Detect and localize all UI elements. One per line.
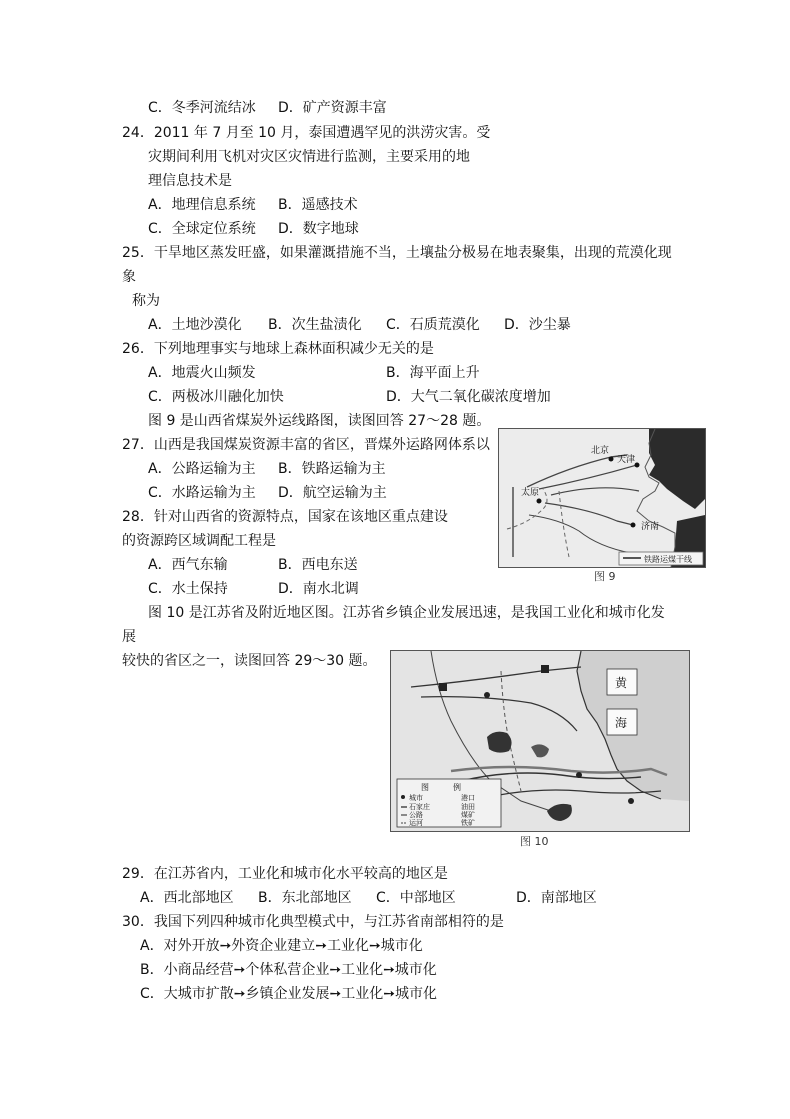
hongze-lake: [487, 732, 512, 753]
q24-stem-line1: 24．2011 年 7 月至 10 月，泰国遭遇罕见的洪涝灾害。受: [122, 125, 491, 141]
sea-label-huang: 黄: [615, 676, 628, 690]
q24-stem-line2: 灾期间利用飞机对灾区灾情进行监测，主要采用的地: [148, 149, 470, 165]
legend-rail-label: 铁路运煤干线: [644, 555, 692, 564]
q24-stem-line3: 理信息技术是: [148, 173, 232, 189]
railway-middle: [421, 697, 577, 731]
q24-option-c: C．全球定位系统: [148, 221, 256, 237]
rail-line-coast: [551, 488, 639, 495]
q28-option-b: B．西电东送: [278, 557, 358, 573]
legend-item-shijiazhuang: 石家庄: [409, 803, 430, 811]
bohai-sea: [649, 429, 705, 509]
q27-option-b: B．铁路运输为主: [278, 461, 386, 477]
q28-stem-line2: 的资源跨区域调配工程是: [122, 533, 276, 549]
city-marker-shanghai: [628, 798, 634, 804]
legend-item-oilfield: 油田: [461, 803, 475, 811]
q29-stem: 29．在江苏省内，工业化和城市化水平较高的地区是: [122, 866, 448, 882]
q25-stem-line1: 25．干旱地区蒸发旺盛，如果灌溉措施不当，土壤盐分极易在地表聚集，出现的荒漠化现: [122, 245, 672, 261]
q30-option-b: B．小商品经营➙个体私营企业➙工业化➙城市化: [140, 962, 437, 978]
label-taiyuan: 太原: [521, 488, 540, 498]
city-marker-suqian: [484, 692, 490, 698]
q30-stem: 30．我国下列四种城市化典型模式中，与江苏省南部相符的是: [122, 914, 504, 930]
city-marker-nantong: [576, 772, 582, 778]
q26-option-c: C．两极冰川融化加快: [148, 389, 284, 405]
city-marker-xuzhou: [439, 683, 447, 691]
city-marker-lianyungang: [541, 665, 549, 673]
legend-title-1: 图: [421, 783, 429, 792]
q27-option-d: D．航空运输为主: [278, 485, 387, 501]
q29-option-c: C．中部地区: [376, 890, 456, 906]
q25-option-b: B．次生盐渍化: [268, 317, 362, 333]
label-jinan: 济南: [641, 522, 660, 532]
legend-title-2: 例: [453, 783, 461, 792]
q29-option-d: D．南部地区: [516, 890, 597, 906]
tianjin-marker: [635, 463, 640, 468]
q26-option-d: D．大气二氧化碳浓度增加: [386, 389, 551, 405]
q27-stem: 27．山西是我国煤炭资源丰富的省区，晋煤外运路网体系以: [122, 437, 490, 453]
figure9-map: [498, 428, 706, 568]
q28-option-c: C．水土保持: [148, 581, 228, 597]
q29-option-a: A．西北部地区: [140, 890, 234, 906]
taihu-lake: [547, 804, 572, 821]
q23-option-c: C．冬季河流结冰: [148, 100, 256, 116]
label-beijing: 北京: [591, 446, 610, 456]
beijing-marker: [609, 457, 614, 462]
q24-option-a: A．地理信息系统: [148, 197, 256, 213]
rail-line-tianjin: [539, 465, 637, 489]
q24-option-b: B．遥感技术: [278, 197, 358, 213]
q30-option-a: A．对外开放➙外资企业建立➙工业化➙城市化: [140, 938, 423, 954]
q28-option-d: D．南水北调: [278, 581, 359, 597]
q25-option-d: D．沙尘暴: [504, 317, 571, 333]
q26-option-b: B．海平面上升: [386, 365, 480, 381]
q24-option-d: D．数字地球: [278, 221, 359, 237]
figure10-intro-line2: 展: [122, 629, 136, 645]
legend-item-port: 港口: [461, 794, 475, 802]
q30-option-c: C．大城市扩散➙乡镇企业发展➙工业化➙城市化: [140, 986, 437, 1002]
figure10-caption: 图 10: [520, 835, 549, 848]
legend-city-symbol: [401, 795, 405, 799]
jinan-marker: [631, 523, 636, 528]
taiyuan-marker: [537, 499, 542, 504]
sea-label-hai: 海: [615, 716, 628, 730]
q23-option-d: D．矿产资源丰富: [278, 100, 387, 116]
q25-stem-line3: 称为: [132, 293, 160, 309]
figure9-intro: 图 9 是山西省煤炭外运线路图，读图回答 27～28 题。: [148, 413, 491, 429]
legend-item-canal: 运河: [409, 819, 423, 827]
q25-stem-line2: 象: [122, 269, 136, 285]
legend-item-coalmine: 煤矿: [461, 811, 475, 819]
gaoyou-lake: [531, 744, 549, 757]
q28-stem-line1: 28．针对山西省的资源特点，国家在该地区重点建设: [122, 509, 448, 525]
q27-option-c: C．水路运输为主: [148, 485, 256, 501]
figure9-caption: 图 9: [594, 570, 616, 583]
q26-stem: 26．下列地理事实与地球上森林面积减少无关的是: [122, 341, 434, 357]
legend-item-ironmine: 铁矿: [461, 819, 475, 827]
legend-item-road: 公路: [409, 811, 423, 819]
figure9-map-drawing: [499, 429, 705, 567]
legend-item-city: 城市: [409, 794, 423, 802]
figure10-map-drawing: [391, 651, 689, 831]
q28-option-a: A．西气东输: [148, 557, 228, 573]
figure10-map: [390, 650, 690, 832]
figure10-intro-line1: 图 10 是江苏省及附近地区图。江苏省乡镇企业发展迅速，是我国工业化和城市化发: [148, 605, 665, 621]
q25-option-a: A．土地沙漠化: [148, 317, 242, 333]
q29-option-b: B．东北部地区: [258, 890, 352, 906]
label-tianjin: 天津: [617, 455, 636, 465]
q26-option-a: A．地震火山频发: [148, 365, 256, 381]
figure10-intro-line3: 较快的省区之一，读图回答 29～30 题。: [122, 653, 377, 669]
q25-option-c: C．石质荒漠化: [386, 317, 480, 333]
q27-option-a: A．公路运输为主: [148, 461, 256, 477]
